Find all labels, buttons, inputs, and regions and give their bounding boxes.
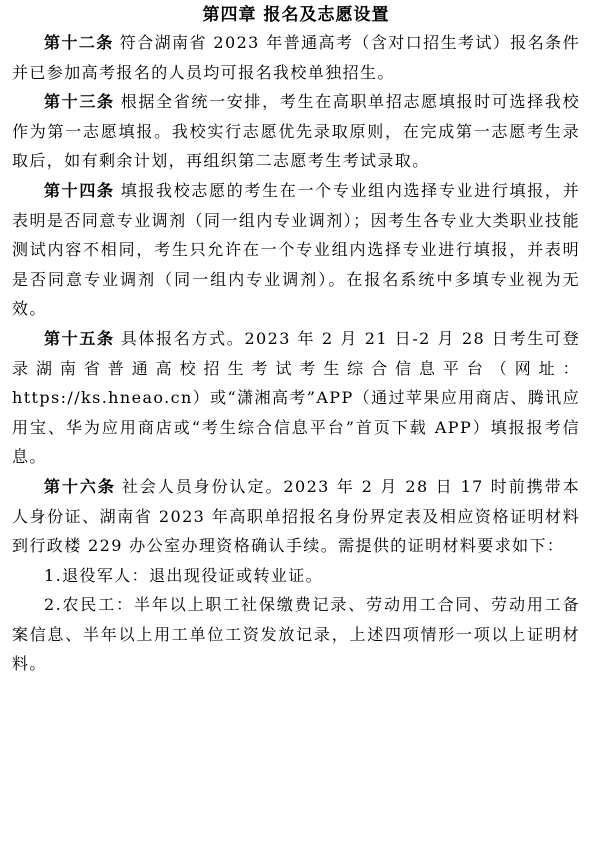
article-16-label: 第十六条	[44, 476, 116, 496]
article-16-text: 社会人员身份认定。2023 年 2 月 28 日 17 时前携带本人身份证、湖南省 2023 年高职单招报名身份界定表及相应资格证明材料到行政楼 229 办公室办理资格确认手续。需提供的证明材料要求如下：	[12, 476, 580, 556]
article-12	[12, 28, 580, 87]
article-13-text: 根据全省统一安排，考生在高职单招志愿填报时可选择我校作为第一志愿填报。我校实行志愿优先录取原则，在完成第一志愿考生录取后，如有剩余计划，再组织第二志愿考生考试录取。	[12, 92, 580, 171]
article-14-label: 第十四条	[44, 180, 115, 200]
article-12-text: 符合湖南省 2023 年普通高考（含对口招生考试）报名条件并已参加高考报名的人员均可报名我校单独招生。	[12, 33, 580, 82]
article-15	[12, 324, 580, 472]
article-15-label: 第十五条	[44, 328, 115, 348]
article-14	[12, 176, 580, 324]
list-item-migrant-workers: 2.农民工：半年以上职工社保缴费记录、劳动用工合同、劳动用工备案信息、半年以上用工单位工资发放记录，上述四项情形一项以上证明材料。	[12, 595, 580, 674]
article-14-text: 填报我校志愿的考生在一个专业组内选择专业进行填报，并表明是否同意专业调剂（同一组内专业调剂）；因考生各专业大类职业技能测试内容不相同，考生只允许在一个专业组内选择专业进行填报，并表明是否同意专业调剂（同一组内专业调剂）。在报名系统中多填专业视为无效。	[12, 180, 580, 319]
article-13	[12, 87, 580, 176]
list-item-veterans: 1.退役军人：退出现役证或转业证。	[44, 565, 324, 585]
article-12-label: 第十二条	[44, 33, 114, 52]
article-13-label: 第十三条	[44, 92, 115, 112]
article-16	[12, 472, 580, 561]
chapter-title: 第四章 报名及志愿设置	[202, 5, 390, 25]
article-15-text: 具体报名方式。2023 年 2 月 21 日-2 月 28 日考生可登录湖南省普通高校招生考试考生综合信息平台（网址：https://ks.hneao.cn）或“潇湘高考”APP（通过苹果应用商店、腾讯应用宝、华为应用商店或“考生综合信息平台”首页下载 APP）填报报考信息。	[12, 328, 580, 467]
